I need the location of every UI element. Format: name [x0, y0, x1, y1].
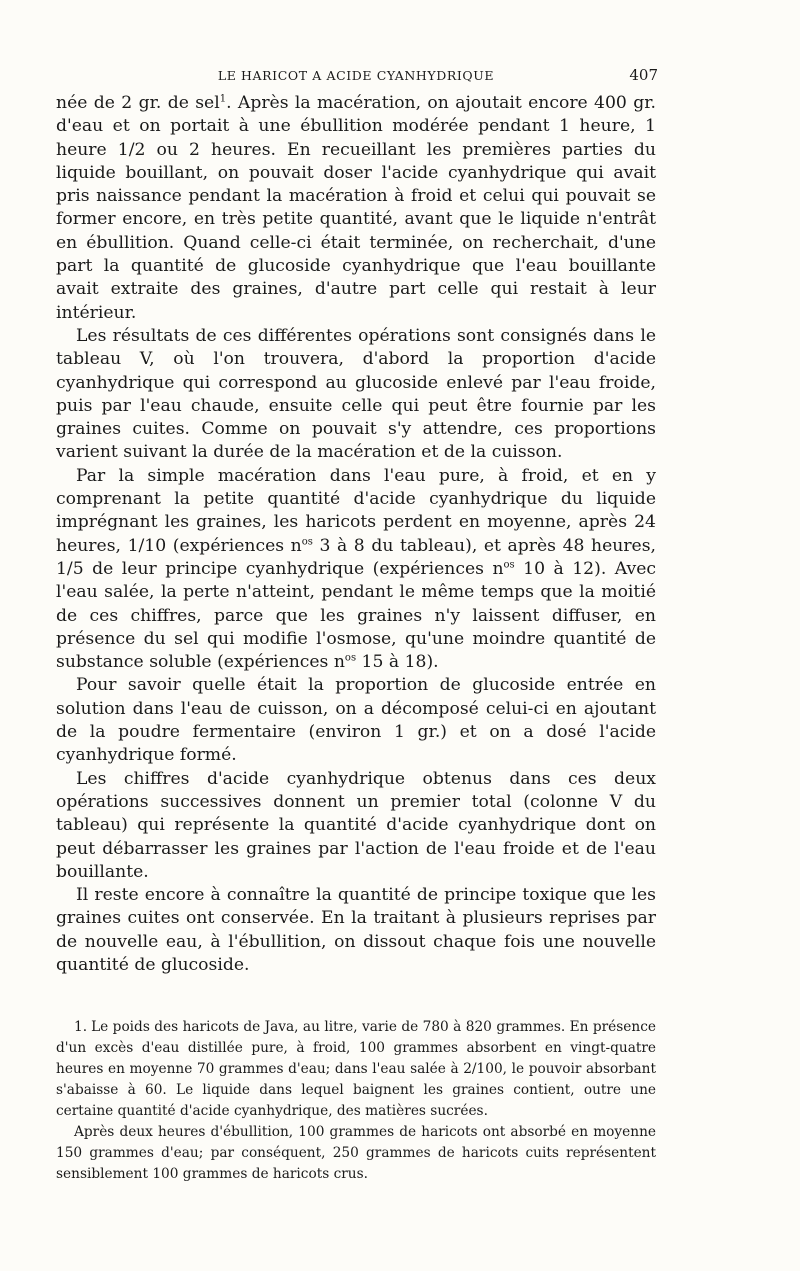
- paragraph-1: [56, 92, 656, 325]
- superscript: os: [344, 652, 357, 664]
- paragraph-5: Les chiffres d'acide cyanhydrique obtenus dans ces deux opérations successives donnent un premier total (colonne V du tableau) qui représente la quantité d'acide cyanhydrique dont on peut débarrasser les graines par l'action de l'eau froide et de l'eau bouillante.: [56, 768, 656, 882]
- footnote-1: [56, 1017, 656, 1122]
- page-header: [56, 62, 656, 92]
- paragraph-4: Pour savoir quelle était la proportion de glucoside entrée en solution dans l'eau de cuisson, on a décomposé celui-ci en ajoutant de la poudre fermentaire (environ 1 gr.) et on a dosé l'acide cyanhydrique formé.: [56, 675, 656, 766]
- paragraph-6: Il reste encore à connaître la quantité de principe toxique que les graines cuites ont conservée. En la traitant à plusieurs reprises par de nouvelle eau, à l'ébullition, on dissout chaque fois une nouvelle quantité de glucoside.: [56, 885, 656, 975]
- footnote-reference: 1: [219, 93, 227, 105]
- paragraph-3-part-b: 3 à 8 du tableau), et après 48 heures, 1/5 de leur principe cyanhydrique (expériences n: [56, 535, 656, 579]
- paragraph-3-part-c: 10 à 12). Avec l'eau salée, la perte n'atteint, pendant le même temps que la moitié de ces chiffres, parce que les graines n'y laissent diffuser, en présence du sel qui modifie l'osmose, qu'une moindre quantité de substance soluble (expériences n: [56, 558, 656, 673]
- footnotes: [56, 1017, 656, 1185]
- footnote-1-number: 1.: [74, 1019, 88, 1036]
- page-number: 407: [629, 66, 658, 84]
- paragraph-2: Les résultats de ces différentes opérations sont consignés dans le tableau V, où l'on trouvera, d'abord la proportion d'acide cyanhydrique qui correspond au glucoside enlevé par l'eau froide, puis par l'eau chaude, ensuite celle qui peut être fournie par les graines cuites. Comme on pouvait s'y attendre, ces proportions varient suivant la durée de la macération et de la cuisson.: [56, 325, 656, 463]
- paragraph-3: [56, 465, 656, 675]
- body-text: [56, 92, 656, 977]
- paragraph-3-part-d: 15 à 18).: [356, 652, 439, 673]
- superscript: os: [301, 535, 313, 547]
- footnote-1-continued: Après deux heures d'ébullition, 100 grammes de haricots ont absorbé en moyenne 150 grammes d'eau; par conséquent, 250 grammes de haricots cuits représentent sensiblement 100 grammes de haricots crus.: [56, 1124, 656, 1183]
- paragraph-1-continuation: . Après la macération, on ajoutait encore 400 gr. d'eau et on portait à une ébullition modérée pendant 1 heure, 1 heure 1/2 ou 2 heures. En recueillant les premières parties du liquide bouillant, on pouvait doser l'acide cyanhydrique qui avait pris naissance pendant la macération à froid et celui qui pouvait se former encore, en très petite quantité, avant que le liquide n'entrât en ébullition. Quand celle-ci était terminée, on recherchait, d'une part la quantité de glucoside cyanhydrique que l'eau bouillante avait extraite des graines, d'autre part celle qui restait à leur intérieur.: [56, 93, 657, 323]
- footnote-1-text: Le poids des haricots de Java, au litre, varie de 780 à 820 grammes. En présence d'un excès d'eau distillée pure, à froid, 100 grammes absorbent en vingt-quatre heures en moyenne 70 grammes d'eau; dans l'eau salée à 2/100, le pouvoir absorbant s'abaisse à 60. Le liquide dans lequel baignent les graines contient, outre une certaine quantité d'acide cyanhydrique, des matières sucrées.: [56, 1019, 656, 1120]
- paragraph-3-part-a: Par la simple macération dans l'eau pure, à froid, et en y comprenant la petite quantité d'acide cyanhydrique du liquide imprégnant les graines, les haricots perdent en moyenne, après 24 heures, 1/10 (expériences n: [56, 465, 656, 556]
- book-page: [56, 62, 656, 1185]
- superscript: os: [503, 559, 515, 571]
- running-title: LE HARICOT A ACIDE CYANHYDRIQUE: [217, 68, 495, 83]
- paragraph-1-text: née de 2 gr. de sel: [56, 93, 220, 113]
